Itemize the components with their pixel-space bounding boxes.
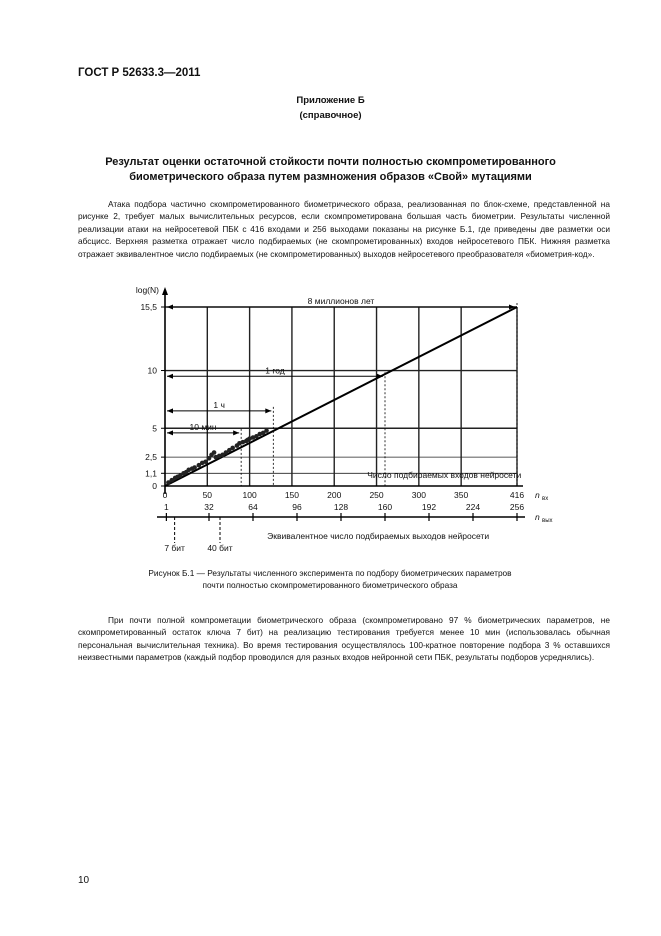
data-point <box>230 446 235 451</box>
annotation-label: 1 год <box>265 365 285 376</box>
figure-caption <box>80 567 580 591</box>
annotation-label: 10 мин <box>189 421 217 432</box>
x-bottom-tick-label: 128 <box>333 502 349 512</box>
x-top-tick-label: 350 <box>454 490 469 500</box>
y-tick-label: 5 <box>152 423 157 434</box>
bit-mark-label: 7 бит <box>164 543 185 553</box>
x-bottom-tick-label: 192 <box>421 502 437 512</box>
paragraph-results: При почти полной компрометации биометрического образа (скомпрометировано 97 % биометрических параметров, не скомпрометированный остаток ключа 7 бит) на реализацию тестирования требуется менее 10 мин (использовалась обычная персональная вычислительная техника). Во время тестирования осуществлялось 100-кратное повторение подбора 3 % оставшихся неизвестными параметров (каждый подбор проводился для разных входов нейронной сети ПБК, результаты подборов усреднялись). <box>78 615 610 663</box>
x-top-axis-label: n <box>535 490 540 500</box>
appendix-title: Приложение Б <box>296 95 365 106</box>
y-tick-label: 10 <box>147 365 157 376</box>
x-bottom-axis-label: n <box>535 512 540 522</box>
x-top-axis-label-sub: вх <box>542 496 549 502</box>
annotation-label: 8 миллионов лет <box>307 296 375 306</box>
x-bottom-tick-label: 256 <box>509 502 525 512</box>
trend-line <box>165 307 517 486</box>
x-bottom-tick-label: 160 <box>377 502 393 512</box>
data-point <box>203 459 208 464</box>
y-tick-label: 1,1 <box>145 468 157 479</box>
section-title-line1: Результат оценки остаточной стойкости почти полностью скомпрометированного <box>105 156 556 168</box>
x-top-tick-label: 300 <box>411 490 426 500</box>
data-point <box>192 465 197 470</box>
annotation-arrowhead-left <box>167 305 173 310</box>
bit-mark-label: 40 бит <box>207 543 233 553</box>
section-title-line2: биометрического образа путем размножения образов «Свой» мутациями <box>129 171 532 183</box>
annotation-label: 1 ч <box>213 399 225 410</box>
x-top-tick-label: 416 <box>509 490 525 500</box>
figure-caption-line2: почти полностью скомпрометированного биометрического образа <box>202 580 458 590</box>
x-top-tick-label: 150 <box>284 490 300 500</box>
appendix-note: (справочное) <box>299 110 362 121</box>
x-bottom-tick-label: 96 <box>292 502 302 512</box>
x-top-tick-label: 50 <box>202 490 213 500</box>
paragraph-intro: Атака подбора частично скомпрометированного биометрического образа, реализованная по блок-схеме, представленной на рисунке 2, требует малых вычислительных ресурсов, если скомпрометирована большая часть биометрии. Результаты численной реализации атаки на нейросетевой ПБК с 416 входами и 256 выходами показаны на рисунке Б.1, где приведены две разметки оси абсцисс. Верхняя разметка отражает число подбираемых (не скомпрометированных) входов нейросетевого ПБК. Нижняя разметка отражает эквивалентное число подбираемых (не скомпрометированных) выходов нейросетевого преобразователя «биометрия-код». <box>78 199 610 259</box>
y-axis-label: log(N) <box>135 285 159 295</box>
standard-header: ГОСТ Р 52633.3—2011 <box>78 67 201 79</box>
annotation-arrowhead-left <box>167 430 173 435</box>
y-tick-label: 0 <box>152 481 157 491</box>
chart-labels <box>136 285 553 553</box>
x-top-tick-label: 0 <box>162 490 168 500</box>
x-bottom-tick-label: 224 <box>465 502 481 512</box>
axis-caption-top: Число подбираемых входов нейросети <box>367 470 522 480</box>
x-top-tick-label: 100 <box>242 490 257 500</box>
axis-caption-bottom: Эквивалентное число подбираемых выходов нейросети <box>267 531 490 541</box>
chart-series <box>165 307 517 486</box>
page-number: 10 <box>78 875 90 886</box>
y-tick-label: 15,5 <box>140 302 157 312</box>
x-bottom-tick-label: 1 <box>164 502 169 512</box>
annotation-arrowhead-right <box>233 430 239 435</box>
figure-caption-line1: Рисунок Б.1 — Результаты численного эксперимента по подбору биометрических параметров <box>148 568 512 578</box>
y-axis-arrow <box>162 287 168 295</box>
x-bottom-axis-label-sub: вых <box>542 518 553 524</box>
annotation-arrowhead-left <box>167 408 173 413</box>
y-tick-label: 2,5 <box>145 452 157 463</box>
x-top-tick-label: 250 <box>369 490 384 500</box>
annotation-arrowhead-left <box>167 374 173 379</box>
annotation-arrowhead-right <box>265 408 271 413</box>
x-bottom-tick-label: 64 <box>248 502 258 512</box>
data-point <box>212 450 217 455</box>
data-point <box>264 428 269 433</box>
x-top-tick-label: 200 <box>327 490 342 500</box>
x-bottom-tick-label: 32 <box>204 502 214 512</box>
